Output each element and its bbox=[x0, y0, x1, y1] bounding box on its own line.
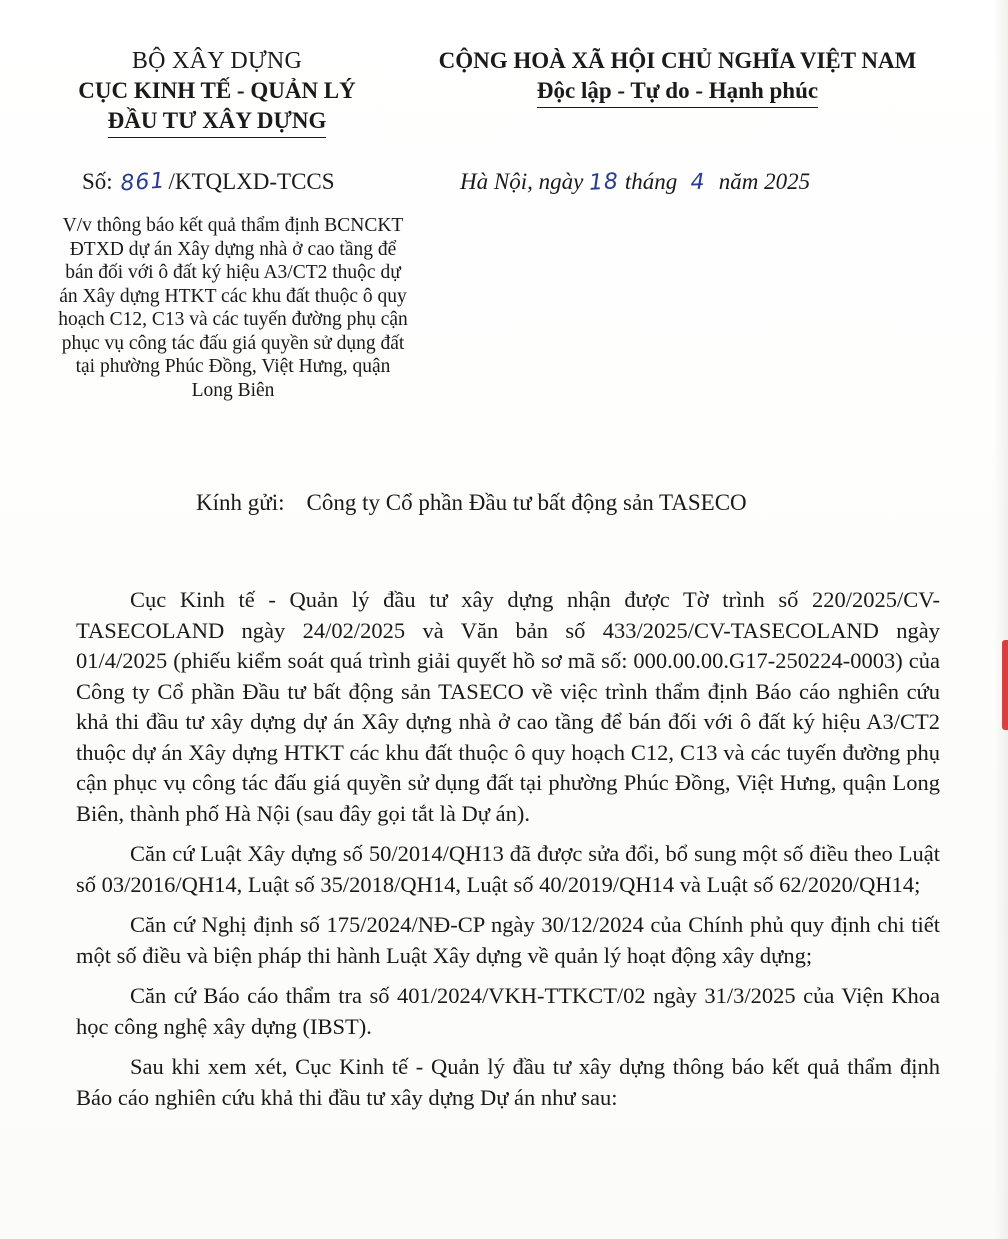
document-number bbox=[82, 167, 335, 198]
department-name-line1: CỤC KINH TẾ - QUẢN LÝ bbox=[78, 78, 356, 103]
recipient-line bbox=[196, 488, 747, 518]
issuing-authority bbox=[52, 46, 382, 138]
document-number-prefix: Số: bbox=[82, 169, 113, 194]
nation-name: CỘNG HOÀ XÃ HỘI CHỦ NGHĨA VIỆT NAM bbox=[438, 48, 917, 73]
body-paragraph: Căn cứ Luật Xây dựng số 50/2014/QH13 đã được sửa đổi, bổ sung một số điều theo Luật số 03/2016/QH14, Luật số 35/2018/QH14, Luật số 40/2019/QH14 và Luật số 62/2020/QH14; bbox=[76, 841, 940, 897]
body-paragraph: Sau khi xem xét, Cục Kinh tế - Quản lý đầu tư xây dựng thông báo kết quả thẩm định Báo cáo nghiên cứu khả thi đầu tư xây dựng Dự án như sau: bbox=[76, 1054, 940, 1110]
page-edge-shadow bbox=[994, 0, 1008, 1239]
document-subject: V/v thông báo kết quả thẩm định BCNCKT ĐTXD dự án Xây dựng nhà ở cao tầng để bán đối với ô đất ký hiệu A3/CT2 thuộc dự án Xây dựng HTKT các khu đất thuộc ô quy hoạch C12, C13 và các tuyến đường phụ cận phục vụ công tác đấu giá quyền sử dụng đất tại phường Phúc Đồng, Việt Hưng, quận Long Biên bbox=[58, 215, 408, 401]
national-heading bbox=[405, 46, 950, 108]
body-paragraph: Căn cứ Nghị định số 175/2024/NĐ-CP ngày 30/12/2024 của Chính phủ quy định chi tiết một số điều và biện pháp thi hành Luật Xây dựng về quản lý hoạt động xây dựng; bbox=[76, 912, 940, 968]
department-name-line2: ĐẦU TƯ XÂY DỰNG bbox=[108, 106, 327, 138]
body-paragraph: Cục Kinh tế - Quản lý đầu tư xây dựng nhận được Tờ trình số 220/2025/CV-TASECOLAND ngày 24/02/2025 và Văn bản số 433/2025/CV-TASECOLAND ngày 01/4/2025 (phiếu kiểm soát quá trình giải quyết hồ sơ mã số: 000.00.00.G17-250224-0003) của Công ty Cổ phần Đầu tư bất động sản TASECO về việc trình thẩm định Báo cáo nghiên cứu khả thi đầu tư xây dựng dự án Xây dựng nhà ở cao tầng để bán đối với ô đất ký hiệu A3/CT2 thuộc dự án Xây dựng HTKT các khu đất thuộc ô quy hoạch C12, C13 và các tuyến đường phụ cận phục vụ công tác đấu giá quyền sử dụng đất tại phường Phúc Đồng, Việt Hưng, quận Long Biên, thành phố Hà Nội (sau đây gọi tắt là Dự án). bbox=[76, 587, 940, 826]
month-label: tháng bbox=[624, 169, 678, 194]
place-prefix: Hà Nội, ngày bbox=[460, 169, 584, 194]
document-body bbox=[76, 585, 940, 1123]
handwritten-month: 4 bbox=[690, 169, 706, 196]
handwritten-document-number: 861 bbox=[120, 168, 167, 197]
handwritten-day: 18 bbox=[588, 169, 620, 196]
recipient-label: Kính gửi: bbox=[196, 490, 285, 515]
place-and-date bbox=[460, 167, 810, 198]
red-stamp-edge bbox=[1002, 640, 1008, 730]
recipient-name: Công ty Cổ phần Đầu tư bất động sản TASECO bbox=[306, 490, 747, 515]
ministry-name: BỘ XÂY DỰNG bbox=[131, 48, 303, 74]
body-paragraph: Căn cứ Báo cáo thẩm tra số 401/2024/VKH-TTKCT/02 ngày 31/3/2025 của Viện Khoa học công nghệ xây dựng (IBST). bbox=[76, 983, 940, 1039]
document-number-suffix: /KTQLXD-TCCS bbox=[168, 169, 335, 194]
year-label: năm 2025 bbox=[718, 169, 811, 194]
national-motto: Độc lập - Tự do - Hạnh phúc bbox=[537, 76, 818, 108]
